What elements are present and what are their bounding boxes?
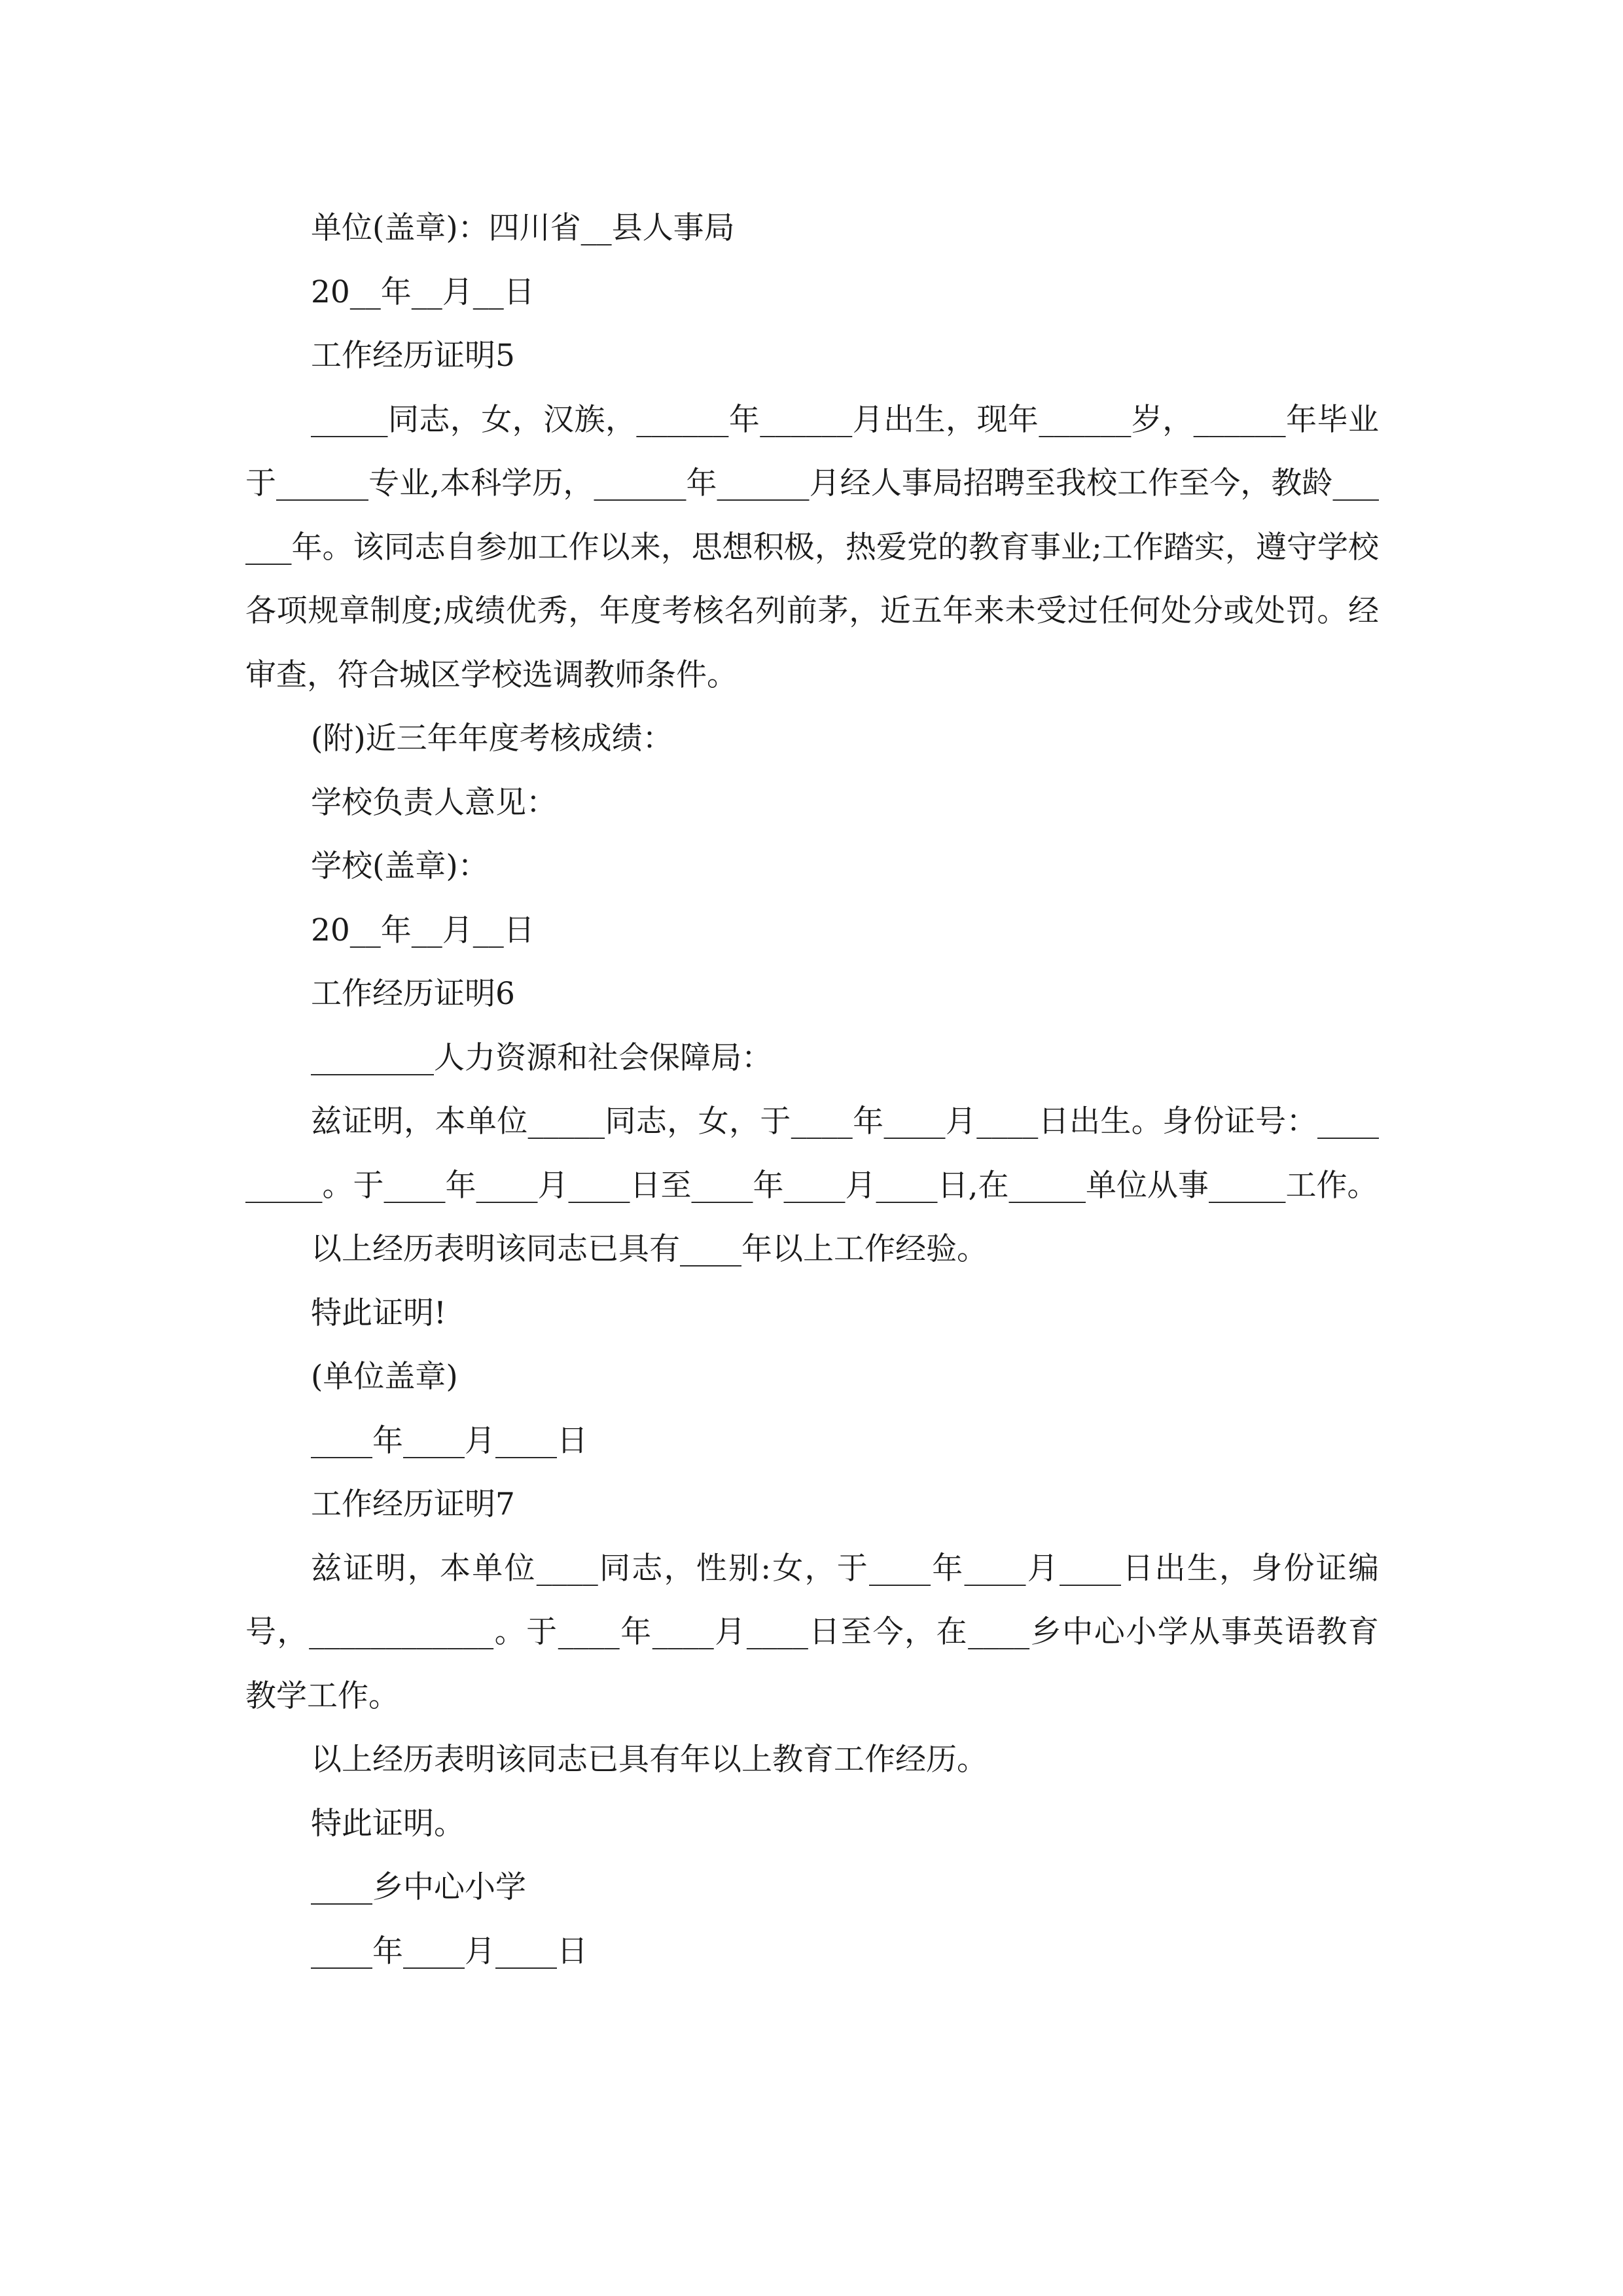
date-line: ____年____月____日 bbox=[311, 1933, 588, 1969]
unit-seal-line: (单位盖章) bbox=[311, 1359, 458, 1395]
principal-opinion-line: 学校负责人意见： bbox=[311, 784, 557, 821]
date-line: 20__年__月__日 bbox=[311, 274, 535, 310]
hereby-certify: 特此证明! bbox=[311, 1295, 446, 1331]
experience-statement: 以上经历表明该同志已具有____年以上工作经验。 bbox=[311, 1231, 988, 1267]
date-line: 20__年__月__日 bbox=[311, 912, 535, 948]
school-name-line: ____乡中心小学 bbox=[311, 1869, 526, 1905]
certificate-7-body: 兹证明，本单位____同志，性别:女，于____年____月____日出生，身份证编号，____________。于____年____月____日至今，在____乡中心小学从事英语教育教学工作。 bbox=[245, 1550, 1379, 1714]
document-body bbox=[245, 196, 1379, 1983]
section-heading-5: 工作经历证明5 bbox=[311, 338, 515, 374]
appraisal-results-line: (附)近三年年度考核成绩： bbox=[311, 721, 673, 757]
unit-seal-line: 单位(盖章)：四川省__县人事局 bbox=[311, 210, 735, 246]
certificate-5-body: _____同志，女，汉族，______年______月出生，现年______岁，______年毕业于______专业,本科学历，______年______月经人事局招聘至我校工作至今，教龄______年。该同志自参加工作以来，思想积极，热爱党的教育事业;工作踏实，遵守学校各项规章制度;成绩优秀，年度考核名列前茅，近五年来未受过任何处分或处罚。经审查，符合城区学校选调教师条件。 bbox=[245, 401, 1379, 693]
experience-statement: 以上经历表明该同志已具有年以上教育工作经历。 bbox=[311, 1742, 988, 1778]
school-seal-line: 学校(盖章)： bbox=[311, 848, 489, 884]
section-heading-6: 工作经历证明6 bbox=[311, 976, 515, 1012]
section-heading-7: 工作经历证明7 bbox=[311, 1486, 515, 1522]
addressee-line: ________人力资源和社会保障局： bbox=[311, 1039, 772, 1076]
date-line: ____年____月____日 bbox=[311, 1422, 588, 1459]
hereby-certify: 特此证明。 bbox=[311, 1805, 465, 1842]
certificate-6-body: 兹证明，本单位_____同志，女，于____年____月____日出生。身份证号：_________。于____年____月____日至____年____月____日,在_____单位从事_____工作。 bbox=[245, 1103, 1379, 1204]
